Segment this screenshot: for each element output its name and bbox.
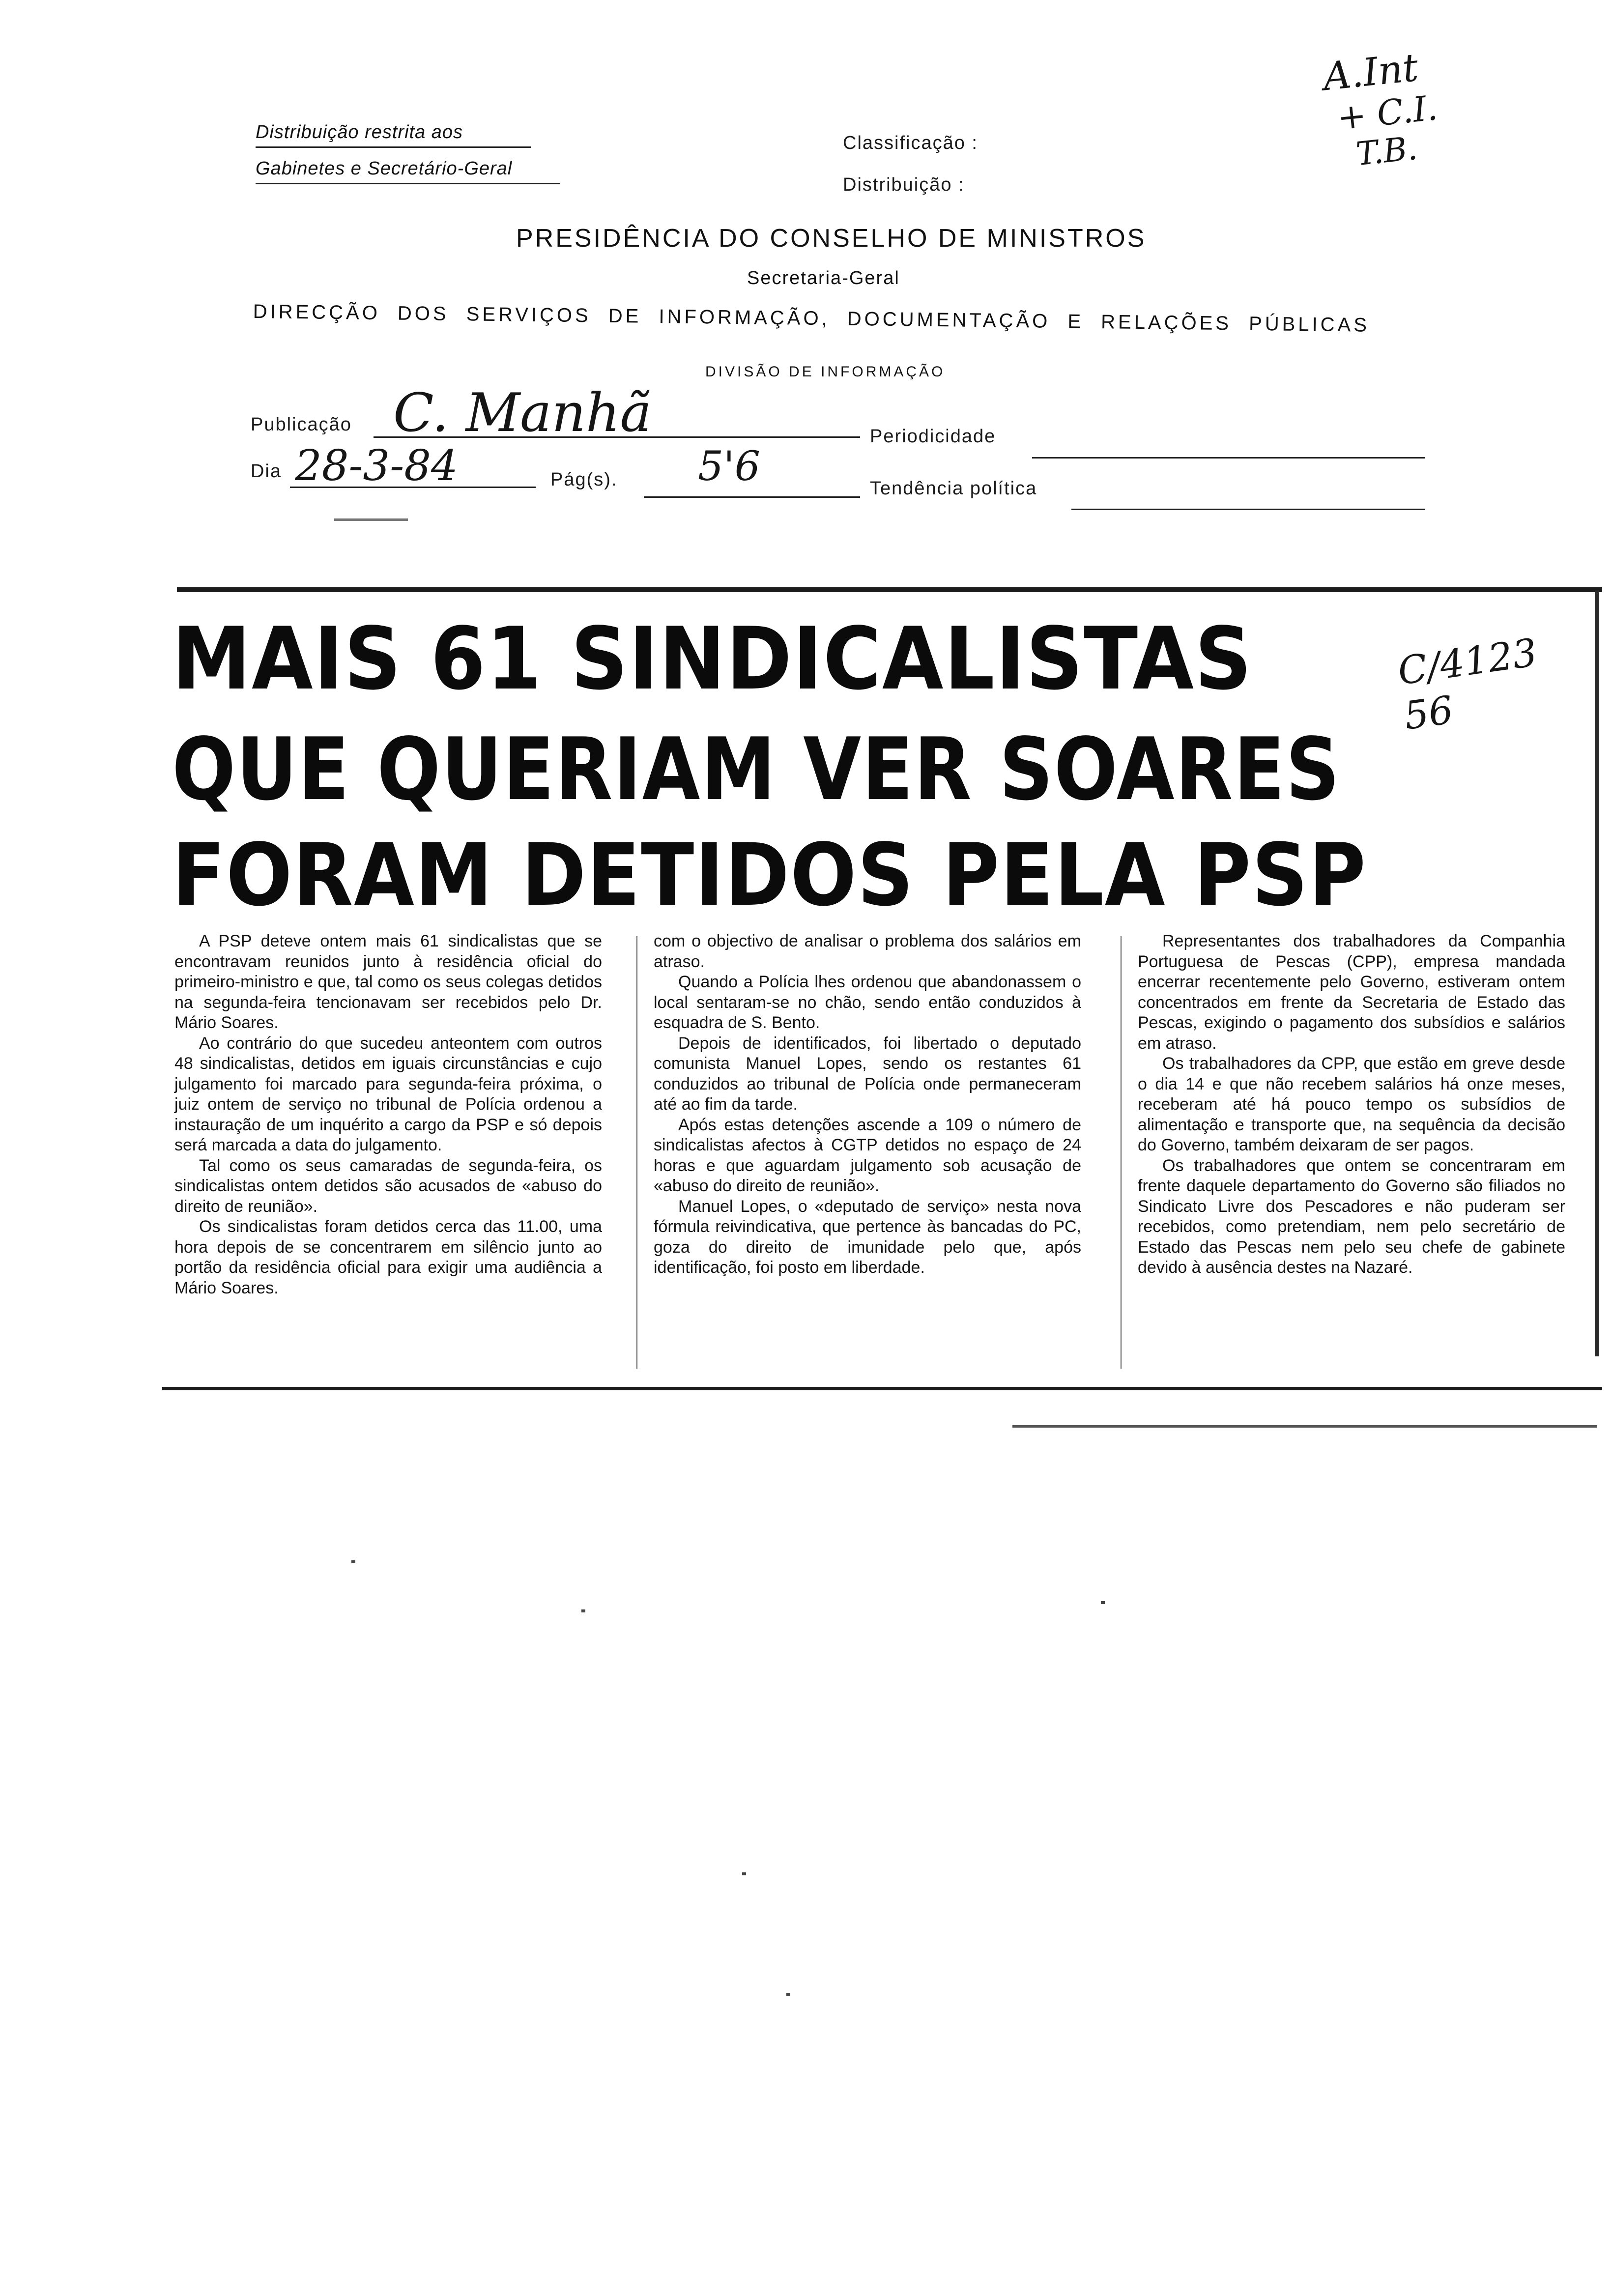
article-paragraph: com o objectivo de analisar o problema dos salários em atraso. <box>654 932 1081 971</box>
scan-speck <box>742 1872 746 1875</box>
periodicidade-rule <box>1032 457 1425 459</box>
pags-value: 5'6 <box>698 443 760 490</box>
distribution-note-line-1: Distribuição restrita aos <box>256 122 463 143</box>
clipping-bottom-rule <box>162 1387 1602 1390</box>
headline-line-3: FORAM DETIDOS PELA PSP <box>172 826 1367 925</box>
periodicidade-label: Periodicidade <box>870 426 996 447</box>
distribution-rule-1 <box>256 146 531 148</box>
scan-speck <box>786 1993 790 1996</box>
tendencia-label: Tendência política <box>870 478 1037 499</box>
article-paragraph: Tal como os seus camaradas de segunda-feira, os sindicalistas ontem detidos são acusados de «abuso do direito de reunião». <box>174 1156 602 1216</box>
article-paragraph: Após estas detenções ascende a 109 o número de sindicalistas afectos à CGTP detidos no espaço de 24 horas e que aguardam julgamento sob acusação de «abuso do direito de reunião». <box>654 1115 1081 1195</box>
clipping-right-edge <box>1595 590 1599 1356</box>
scan-mark <box>334 518 408 521</box>
clipping-top-rule <box>177 587 1602 592</box>
distribution-note-line-2: Gabinetes e Secretário-Geral <box>256 158 513 179</box>
scan-speck <box>581 1609 585 1612</box>
article-paragraph: Os sindicalistas foram detidos cerca das 11.00, uma hora depois de se concentrarem em silêncio junto ao portão da residência oficial para exigir uma audiência a Mário Soares. <box>174 1217 602 1297</box>
scan-speck <box>1101 1601 1105 1604</box>
article-paragraph: Representantes dos trabalhadores da Companhia Portuguesa de Pescas (CPP), empresa mandada encerrar recentemente pelo Governo, estiveram ontem concentrados em frente da Secretaria de Estado das Pescas, exigindo o pagamento dos subsídios e salários em atraso. <box>1138 932 1565 1053</box>
tendencia-rule <box>1071 509 1425 510</box>
dia-label: Dia <box>251 461 282 482</box>
distribution-rule-2 <box>256 183 560 184</box>
letterhead-title: PRESIDÊNCIA DO CONSELHO DE MINISTROS <box>516 224 1147 253</box>
headline-line-2: QUE QUERIAM VER SOARES <box>172 720 1341 820</box>
letterhead-division: DIVISÃO DE INFORMAÇÃO <box>705 364 946 380</box>
publicacao-label: Publicação <box>251 414 352 435</box>
headline-margin-mark: C/4123 56 <box>1395 631 1540 739</box>
publicacao-value: C. Manhã <box>393 382 652 444</box>
article-paragraph: Quando a Polícia lhes ordenou que abandonassem o local sentaram-se no chão, sendo então conduzidos à esquadra de S. Bento. <box>654 973 1081 1032</box>
column-divider <box>1121 936 1122 1369</box>
distribuicao-label: Distribuição : <box>843 174 965 195</box>
dia-value: 28-3-84 <box>295 441 458 490</box>
column-divider <box>636 936 637 1369</box>
handwritten-line-3: T.B. <box>1354 129 1419 173</box>
handwritten-line-1: A.Int <box>1321 45 1420 100</box>
publicacao-rule <box>374 436 860 438</box>
article-paragraph: Ao contrário do que sucedeu anteontem com outros 48 sindicalistas, detidos em iguais circunstâncias e cujo julgamento foi marcado para segunda-feira próxima, o juiz ontem de serviço no tribunal de Polícia ordenou a instauração de um inquérito a cargo da PSP e só depois será marcada a data do julgamento. <box>174 1033 602 1154</box>
handwritten-line-2: + C.I. <box>1335 87 1439 138</box>
article-paragraph: Os trabalhadores que ontem se concentraram em frente daquele departamento do Governo são filiados no Sindicato Livre dos Pescadores e não puderam ser recebidos, como pretendiam, nem pelo secretário de Estado das Pescas nem pelo seu chefe de gabinete devido à ausência destes na Nazaré. <box>1138 1156 1565 1277</box>
article-column-2 <box>654 931 1081 1278</box>
handwritten-note <box>1321 38 1495 175</box>
article-paragraph: Manuel Lopes, o «deputado de serviço» nesta nova fórmula reivindicativa, que pertence às bancadas do PC, goza do direito de imunidade pelo que, após identificação, foi posto em liberdade. <box>654 1197 1081 1277</box>
article-paragraph: Os trabalhadores da CPP, que estão em greve desde o dia 14 e que não recebem salários há onze meses, receberam até há pouco tempo os subsídios de alimentação e transporte que, na sequência da decisão do Governo, também deixaram de ser pagos. <box>1138 1054 1565 1154</box>
dia-rule <box>290 487 536 488</box>
article-column-3 <box>1138 931 1565 1278</box>
headline-line-1: MAIS 61 SINDICALISTAS <box>172 609 1253 709</box>
article-column-1 <box>174 931 602 1298</box>
scan-speck <box>351 1560 355 1563</box>
classificacao-label: Classificação : <box>843 133 978 153</box>
article-paragraph: A PSP deteve ontem mais 61 sindicalistas que se encontravam reunidos junto à residência oficial do primeiro-ministro e que, tal como os seus colegas detidos na segunda-feira tencionavam ser recebidos pelo Dr. Mário Soares. <box>174 932 602 1032</box>
letterhead-direction: DIRECÇÃO DOS SERVIÇOS DE INFORMAÇÃO, DOCUMENTAÇÃO E RELAÇÕES PÚBLICAS <box>253 301 1370 336</box>
pags-label: Pág(s). <box>550 469 618 490</box>
pags-rule <box>644 496 860 498</box>
clipping-bottom-rule-2 <box>1012 1425 1597 1428</box>
letterhead-subtitle: Secretaria-Geral <box>747 268 900 288</box>
article-paragraph: Depois de identificados, foi libertado o deputado comunista Manuel Lopes, sendo os restantes 61 conduzidos ao tribunal de Polícia onde permaneceram até ao fim da tarde. <box>654 1033 1081 1114</box>
